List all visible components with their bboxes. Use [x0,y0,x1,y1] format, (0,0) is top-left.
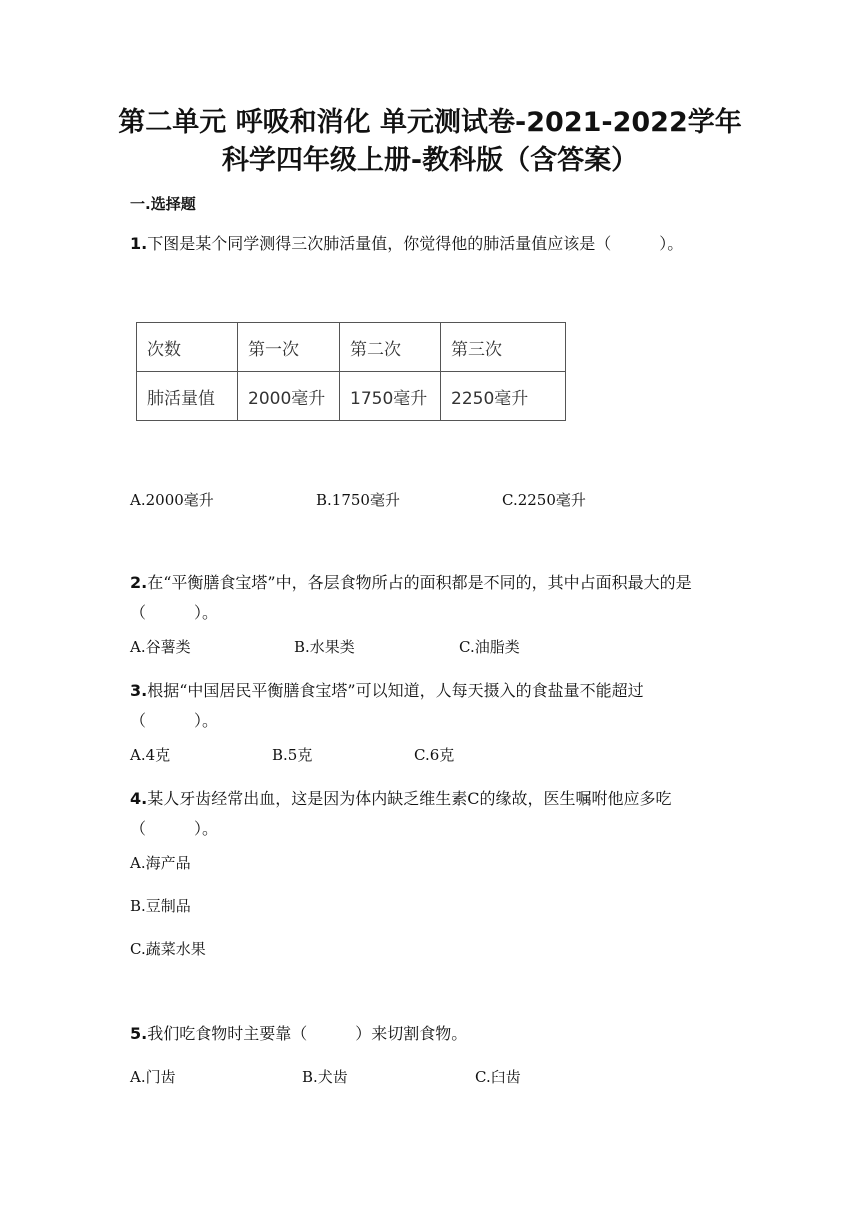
question-2 [130,568,730,628]
lung-capacity-table [136,322,566,421]
option-c[interactable]: C.油脂类 [459,638,520,656]
table-row [137,372,566,421]
question-number: 3. [130,681,148,700]
option-b[interactable]: B.豆制品 [130,897,191,915]
section-heading: 一.选择题 [130,195,196,213]
table-cell: 肺活量值 [137,372,238,421]
table-header-cell: 第二次 [340,323,441,372]
question-number: 5. [130,1024,148,1043]
option-a[interactable]: A.海产品 [130,854,191,872]
option-a[interactable]: A.谷薯类 [130,638,191,656]
option-b[interactable]: B.5克 [272,746,313,764]
option-a[interactable]: A.2000毫升 [130,491,214,509]
option-c[interactable]: C.蔬菜水果 [130,940,206,958]
option-c[interactable]: C.臼齿 [475,1068,521,1086]
question-text: 我们吃食物时主要靠（ ）来切割食物。 [147,1024,468,1043]
question-text: 在“平衡膳食宝塔”中，各层食物所占的面积都是不同的，其中占面积最大的是（ ）。 [130,573,692,622]
question-number: 4. [130,789,148,808]
option-a[interactable]: A.4克 [130,746,171,764]
table-cell: 2250毫升 [441,372,566,421]
table-cell: 1750毫升 [340,372,441,421]
question-4 [130,784,730,844]
question-number: 1. [130,234,148,253]
option-c[interactable]: C.6克 [414,746,455,764]
option-c[interactable]: C.2250毫升 [502,491,586,509]
question-5 [130,1019,730,1049]
table-header-cell: 第三次 [441,323,566,372]
question-text: 下图是某个同学测得三次肺活量值，你觉得他的肺活量值应该是（ ）。 [147,234,684,253]
exam-title-line2: 科学四年级上册-教科版（含答案） [221,145,639,176]
question-text: 某人牙齿经常出血，这是因为体内缺乏维生素C的缘故，医生嘱咐他应多吃（ ）。 [130,789,672,838]
question-number: 2. [130,573,148,592]
table-header-cell: 第一次 [238,323,340,372]
exam-title-line1: 第二单元 呼吸和消化 单元测试卷-2021-2022学年 [118,107,742,138]
option-b[interactable]: B.犬齿 [302,1068,348,1086]
option-b[interactable]: B.1750毫升 [316,491,400,509]
table-row [137,323,566,372]
question-3 [130,676,730,736]
option-a[interactable]: A.门齿 [130,1068,176,1086]
table-cell: 2000毫升 [238,372,340,421]
table-header-cell: 次数 [137,323,238,372]
question-1 [130,229,730,259]
option-b[interactable]: B.水果类 [294,638,355,656]
question-text: 根据“中国居民平衡膳食宝塔”可以知道，人每天摄入的食盐量不能超过（ ）。 [130,681,644,730]
